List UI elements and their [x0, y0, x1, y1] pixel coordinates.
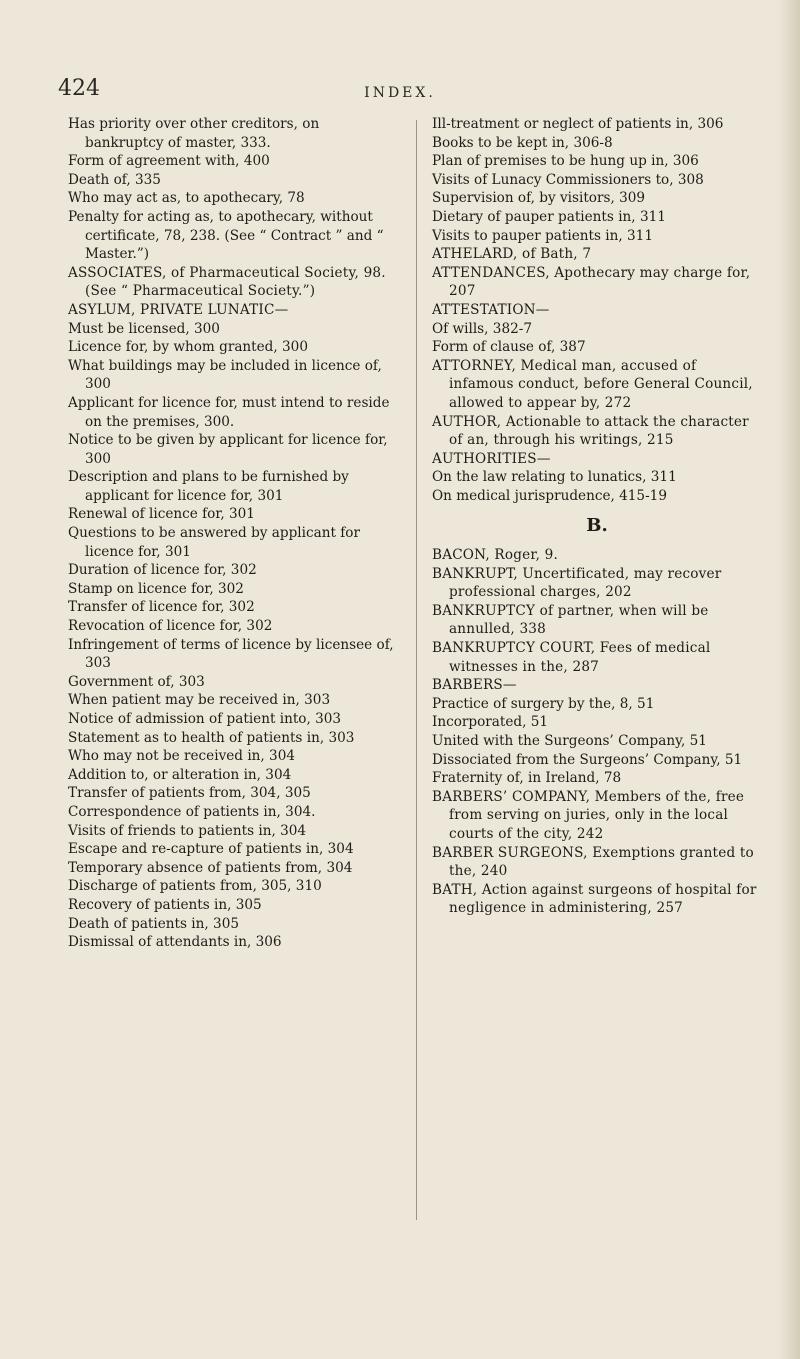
index-entry: Transfer of patients from, 304, 305 — [68, 785, 311, 802]
index-entry: Stamp on licence for, 302 — [68, 580, 244, 597]
index-entry: Escape and re-capture of patients in, 304 — [68, 841, 354, 858]
index-entry: Revocation of licence for, 302 — [68, 618, 273, 635]
index-heading: ASSOCIATES, of Pharmaceutical Society, 98. (See “ Pharmaceutical Society.”) — [68, 264, 386, 300]
index-entry: Government of, 303 — [68, 673, 205, 690]
index-column-left — [68, 115, 398, 952]
index-heading: BARBER SURGEONS, Exemptions granted to the, 240 — [432, 844, 754, 880]
index-entry: Who may act as, to apothecary, 78 — [68, 190, 305, 207]
index-heading: BANKRUPTCY of partner, when will be annulled, 338 — [432, 602, 709, 638]
index-entry: Statement as to health of patients in, 303 — [68, 729, 355, 746]
index-entry: United with the Surgeons’ Company, 51 — [432, 733, 707, 749]
index-entry: Visits of Lunacy Commissioners to, 308 — [432, 171, 704, 188]
index-column-right — [432, 115, 762, 918]
index-entry: Questions to be answered by applicant for licence for, 301 — [68, 525, 360, 560]
index-entry: Visits to pauper patients in, 311 — [432, 227, 653, 244]
index-heading: ASYLUM, PRIVATE LUNATIC— — [68, 301, 289, 318]
index-entry: Description and plans to be furnished by applicant for licence for, 301 — [68, 469, 349, 504]
index-entry: Form of agreement with, 400 — [68, 153, 270, 170]
index-entry: When patient may be received in, 303 — [68, 692, 331, 709]
index-entry: Practice of surgery by the, 8, 51 — [432, 695, 655, 712]
index-entry: Visits of friends to patients in, 304 — [68, 822, 307, 839]
index-entry: On the law relating to lunatics, 311 — [432, 469, 677, 486]
index-entry: Penalty for acting as, to apothecary, without certificate, 78, 238. (See “ Contract ” and “ Master.”) — [68, 208, 384, 263]
index-entry: Applicant for licence for, must intend to reside on the premises, 300. — [68, 394, 390, 430]
index-entry: Of wills, 382-7 — [432, 320, 532, 337]
index-heading: AUTHORITIES— — [432, 450, 551, 467]
index-entry: Notice of admission of patient into, 303 — [68, 711, 342, 727]
index-heading: BATH, Action against surgeons of hospital for negligence in administering, 257 — [432, 881, 757, 917]
running-head: INDEX. — [364, 85, 436, 101]
index-heading: AUTHOR, Actionable to attack the character of an, through his writings, 215 — [432, 413, 749, 449]
column-divider — [416, 120, 417, 1220]
index-entry: Death of patients in, 305 — [68, 915, 239, 932]
index-entry: Ill-treatment or neglect of patients in, 306 — [432, 116, 724, 132]
index-entry: Addition to, or alteration in, 304 — [68, 766, 292, 783]
index-heading: BACON, Roger, 9. — [432, 547, 559, 564]
index-entry: Supervision of, by visitors, 309 — [432, 190, 646, 207]
index-heading: BANKRUPTCY COURT, Fees of medical witnesses in the, 287 — [432, 640, 711, 675]
index-entry: Temporary absence of patients from, 304 — [68, 859, 353, 876]
index-entry: Discharge of patients from, 305, 310 — [68, 878, 322, 895]
index-entry: Dissociated from the Surgeons’ Company, 51 — [432, 751, 743, 768]
index-entry: What buildings may be included in licence of, 300 — [68, 357, 382, 393]
index-entry: Dietary of pauper patients in, 311 — [432, 208, 666, 225]
index-heading: ATHELARD, of Bath, 7 — [432, 246, 592, 263]
index-entry: Renewal of licence for, 301 — [68, 506, 255, 523]
section-letter: B. — [586, 515, 608, 537]
index-entry: Incorporated, 51 — [432, 714, 549, 731]
index-entry: Recovery of patients in, 305 — [68, 896, 262, 913]
index-entry: Books to be kept in, 306-8 — [432, 134, 613, 151]
index-entry: Must be licensed, 300 — [68, 320, 220, 337]
index-entry: Notice to be given by applicant for licence for, 300 — [68, 432, 388, 467]
index-heading: BARBERS’ COMPANY, Members of the, free from serving on juries, only in the local courts of the city, 242 — [432, 788, 745, 842]
index-entry: Fraternity of, in Ireland, 78 — [432, 770, 622, 787]
index-entry: Who may not be received in, 304 — [68, 748, 296, 765]
index-entry: Plan of premises to be hung up in, 306 — [432, 153, 699, 170]
index-entry: On medical jurisprudence, 415-19 — [432, 487, 667, 504]
index-heading: BANKRUPT, Uncertificated, may recover professional charges, 202 — [432, 565, 722, 601]
index-heading: ATTESTATION— — [432, 301, 550, 318]
index-entry: Licence for, by whom granted, 300 — [68, 339, 308, 356]
index-entry: Dismissal of attendants in, 306 — [68, 934, 282, 951]
index-heading: ATTORNEY, Medical man, accused of infamous conduct, before General Council, allowed to appear by, 272 — [432, 357, 753, 411]
page-edge-shadow — [778, 0, 800, 1359]
index-entry: Duration of licence for, 302 — [68, 562, 257, 579]
page-number: 424 — [58, 76, 100, 101]
index-entry: Correspondence of patients in, 304. — [68, 803, 316, 820]
index-entry: Transfer of licence for, 302 — [68, 599, 255, 616]
index-entry: Has priority over other creditors, on bankruptcy of master, 333. — [68, 116, 320, 151]
index-entry: Death of, 335 — [68, 171, 161, 188]
index-entry: Form of clause of, 387 — [432, 339, 586, 356]
index-heading: ATTENDANCES, Apothecary may charge for, 207 — [432, 264, 751, 300]
index-heading: BARBERS— — [432, 677, 517, 694]
index-entry: Infringement of terms of licence by licensee of, 303 — [68, 636, 394, 672]
